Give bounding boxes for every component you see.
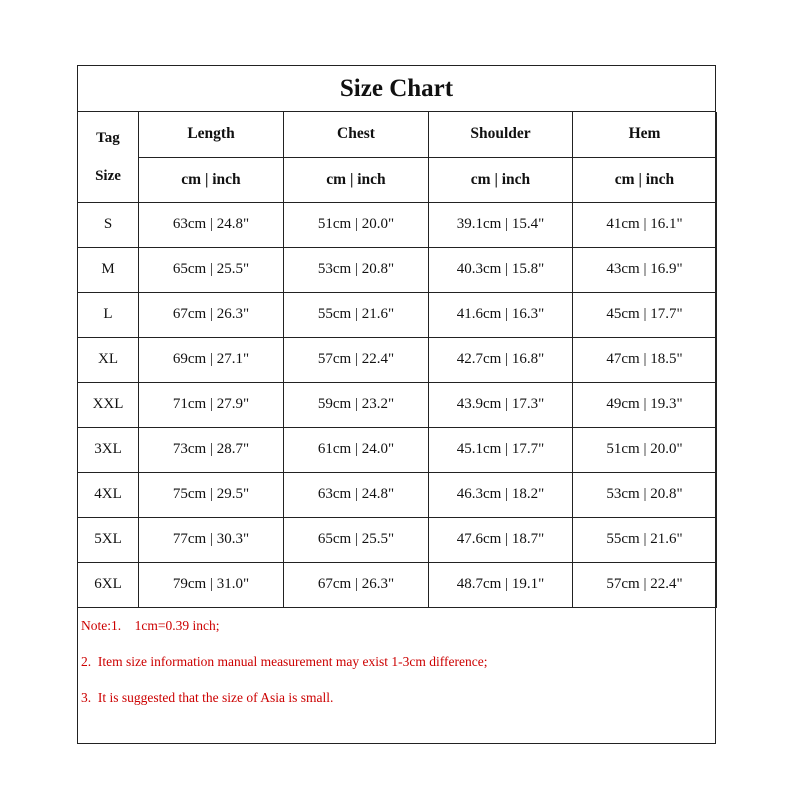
shoulder-cell: 40.3cm | 15.8" — [429, 247, 573, 292]
hem-cell: 43cm | 16.9" — [573, 247, 717, 292]
length-cell: 79cm | 31.0" — [139, 562, 284, 607]
table-row — [78, 472, 717, 517]
column-header-shoulder: Shoulder — [429, 112, 573, 157]
unit-shoulder: cm | inch — [429, 157, 573, 202]
table-row — [78, 337, 717, 382]
chest-cell: 63cm | 24.8" — [284, 472, 429, 517]
length-cell: 63cm | 24.8" — [139, 202, 284, 247]
size-cell: XL — [78, 337, 139, 382]
chart-title: Size Chart — [78, 66, 715, 112]
shoulder-cell: 43.9cm | 17.3" — [429, 382, 573, 427]
hem-cell: 53cm | 20.8" — [573, 472, 717, 517]
notes-section — [78, 608, 715, 716]
length-cell: 77cm | 30.3" — [139, 517, 284, 562]
table-row — [78, 517, 717, 562]
unit-length: cm | inch — [139, 157, 284, 202]
size-label: Size — [95, 167, 121, 184]
chest-cell: 53cm | 20.8" — [284, 247, 429, 292]
chest-cell: 57cm | 22.4" — [284, 337, 429, 382]
chest-cell: 65cm | 25.5" — [284, 517, 429, 562]
chest-cell: 67cm | 26.3" — [284, 562, 429, 607]
table-row — [78, 202, 717, 247]
length-cell: 75cm | 29.5" — [139, 472, 284, 517]
note-asia-size: 3. It is suggested that the size of Asia is small. — [81, 689, 334, 705]
length-cell: 69cm | 27.1" — [139, 337, 284, 382]
size-cell: 5XL — [78, 517, 139, 562]
table-row — [78, 292, 717, 337]
length-cell: 67cm | 26.3" — [139, 292, 284, 337]
shoulder-cell: 48.7cm | 19.1" — [429, 562, 573, 607]
unit-chest: cm | inch — [284, 157, 429, 202]
table-row — [78, 427, 717, 472]
shoulder-cell: 45.1cm | 17.7" — [429, 427, 573, 472]
shoulder-cell: 47.6cm | 18.7" — [429, 517, 573, 562]
length-cell: 71cm | 27.9" — [139, 382, 284, 427]
hem-cell: 47cm | 18.5" — [573, 337, 717, 382]
hem-cell: 55cm | 21.6" — [573, 517, 717, 562]
size-cell: 6XL — [78, 562, 139, 607]
size-table — [77, 112, 717, 608]
note-conversion: Note:1. 1cm=0.39 inch; — [81, 617, 220, 633]
chest-cell: 61cm | 24.0" — [284, 427, 429, 472]
shoulder-cell: 39.1cm | 15.4" — [429, 202, 573, 247]
size-cell: XXL — [78, 382, 139, 427]
chest-cell: 55cm | 21.6" — [284, 292, 429, 337]
hem-cell: 49cm | 19.3" — [573, 382, 717, 427]
length-cell: 73cm | 28.7" — [139, 427, 284, 472]
size-cell: M — [78, 247, 139, 292]
hem-cell: 45cm | 17.7" — [573, 292, 717, 337]
column-header-chest: Chest — [284, 112, 429, 157]
shoulder-cell: 46.3cm | 18.2" — [429, 472, 573, 517]
table-row — [78, 247, 717, 292]
size-cell: S — [78, 202, 139, 247]
hem-cell: 41cm | 16.1" — [573, 202, 717, 247]
length-cell: 65cm | 25.5" — [139, 247, 284, 292]
shoulder-cell: 41.6cm | 16.3" — [429, 292, 573, 337]
size-chart-sheet — [77, 65, 716, 744]
chest-cell: 51cm | 20.0" — [284, 202, 429, 247]
header-row — [78, 112, 717, 157]
size-cell: 4XL — [78, 472, 139, 517]
column-header-length: Length — [139, 112, 284, 157]
tag-label: Tag — [96, 129, 120, 146]
size-cell: 3XL — [78, 427, 139, 472]
table-row — [78, 382, 717, 427]
note-measurement: 2. Item size information manual measurement may exist 1-3cm difference; — [81, 653, 488, 669]
chest-cell: 59cm | 23.2" — [284, 382, 429, 427]
unit-row — [78, 157, 717, 202]
unit-hem: cm | inch — [573, 157, 717, 202]
column-header-hem: Hem — [573, 112, 717, 157]
shoulder-cell: 42.7cm | 16.8" — [429, 337, 573, 382]
hem-cell: 57cm | 22.4" — [573, 562, 717, 607]
hem-cell: 51cm | 20.0" — [573, 427, 717, 472]
table-row — [78, 562, 717, 607]
tag-size-header — [78, 112, 139, 202]
size-cell: L — [78, 292, 139, 337]
